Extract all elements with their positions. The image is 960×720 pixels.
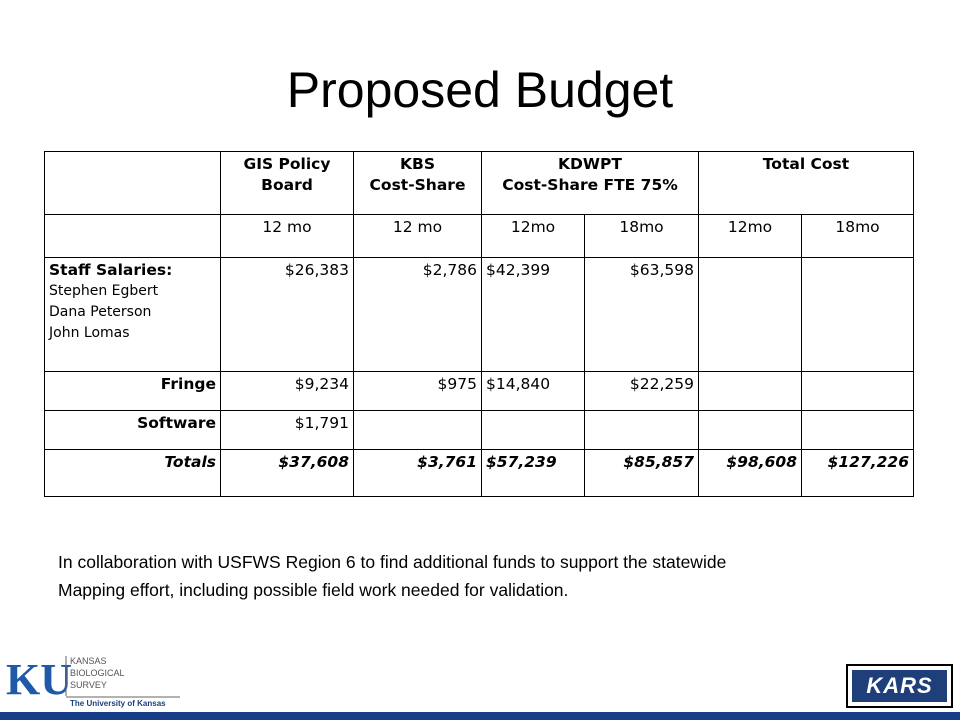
period-cell: 12 mo <box>354 215 482 258</box>
slide-title: Proposed Budget <box>286 62 674 118</box>
row-label-fringe: Fringe <box>45 372 221 411</box>
logo-line: SURVEY <box>70 680 107 690</box>
header-empty-cell <box>45 152 221 215</box>
value-cell: $57,239 <box>482 450 585 497</box>
budget-table <box>44 151 914 497</box>
row-label-software: Software <box>45 411 221 450</box>
header-kbs-cost-share: KBS Cost-Share <box>354 152 482 215</box>
value-cell <box>482 411 585 450</box>
header-kdwpt-cost-share: KDWPT Cost-Share FTE 75% <box>482 152 699 215</box>
header-gis-policy-board: GIS Policy Board <box>221 152 354 215</box>
staff-name: Dana Peterson <box>49 304 152 320</box>
period-cell: 18mo <box>802 215 914 258</box>
value-cell: $127,226 <box>802 450 914 497</box>
value-cell: $63,598 <box>585 258 699 372</box>
value-cell: $3,761 <box>354 450 482 497</box>
value-cell <box>802 258 914 372</box>
period-row <box>45 215 914 258</box>
value-cell: $85,857 <box>585 450 699 497</box>
kars-logo <box>846 664 953 708</box>
collaboration-note: In collaboration with USFWS Region 6 to find additional funds to support the statewide Mapping effort, including possible field work needed for validation. <box>58 552 727 600</box>
value-cell: $22,259 <box>585 372 699 411</box>
value-cell: $26,383 <box>221 258 354 372</box>
ku-mark-text: KU <box>6 655 72 704</box>
value-cell: $9,234 <box>221 372 354 411</box>
value-cell: $975 <box>354 372 482 411</box>
table-header-row <box>45 152 914 215</box>
value-cell: $42,399 <box>482 258 585 372</box>
logo-line: BIOLOGICAL <box>70 668 125 678</box>
value-cell <box>699 258 802 372</box>
staff-name: Stephen Egbert <box>49 283 159 299</box>
period-cell: 12 mo <box>221 215 354 258</box>
period-cell: 12mo <box>482 215 585 258</box>
bottom-bar <box>0 712 960 720</box>
table-row-software <box>45 411 914 450</box>
value-cell <box>802 411 914 450</box>
value-cell: $37,608 <box>221 450 354 497</box>
row-label-totals: Totals <box>45 450 221 497</box>
logo-university: The University of Kansas <box>70 699 166 708</box>
value-cell: $98,608 <box>699 450 802 497</box>
value-cell <box>585 411 699 450</box>
value-cell: $1,791 <box>221 411 354 450</box>
table-row-fringe <box>45 372 914 411</box>
header-total-cost: Total Cost <box>699 152 914 215</box>
value-cell <box>699 411 802 450</box>
kars-logo-text: KARS <box>852 670 947 702</box>
ku-biological-survey-logo <box>4 652 182 708</box>
staff-name: John Lomas <box>49 325 130 341</box>
period-cell: 18mo <box>585 215 699 258</box>
value-cell: $2,786 <box>354 258 482 372</box>
period-empty-cell <box>45 215 221 258</box>
table-row-totals <box>45 450 914 497</box>
table-row-staff-salaries <box>45 258 914 372</box>
value-cell: $14,840 <box>482 372 585 411</box>
row-label-staff-salaries: Staff Salaries: Stephen Egbert Dana Peterson John Lomas <box>45 258 221 372</box>
value-cell <box>699 372 802 411</box>
value-cell <box>354 411 482 450</box>
logo-line: KANSAS <box>70 656 107 666</box>
value-cell <box>802 372 914 411</box>
period-cell: 12mo <box>699 215 802 258</box>
